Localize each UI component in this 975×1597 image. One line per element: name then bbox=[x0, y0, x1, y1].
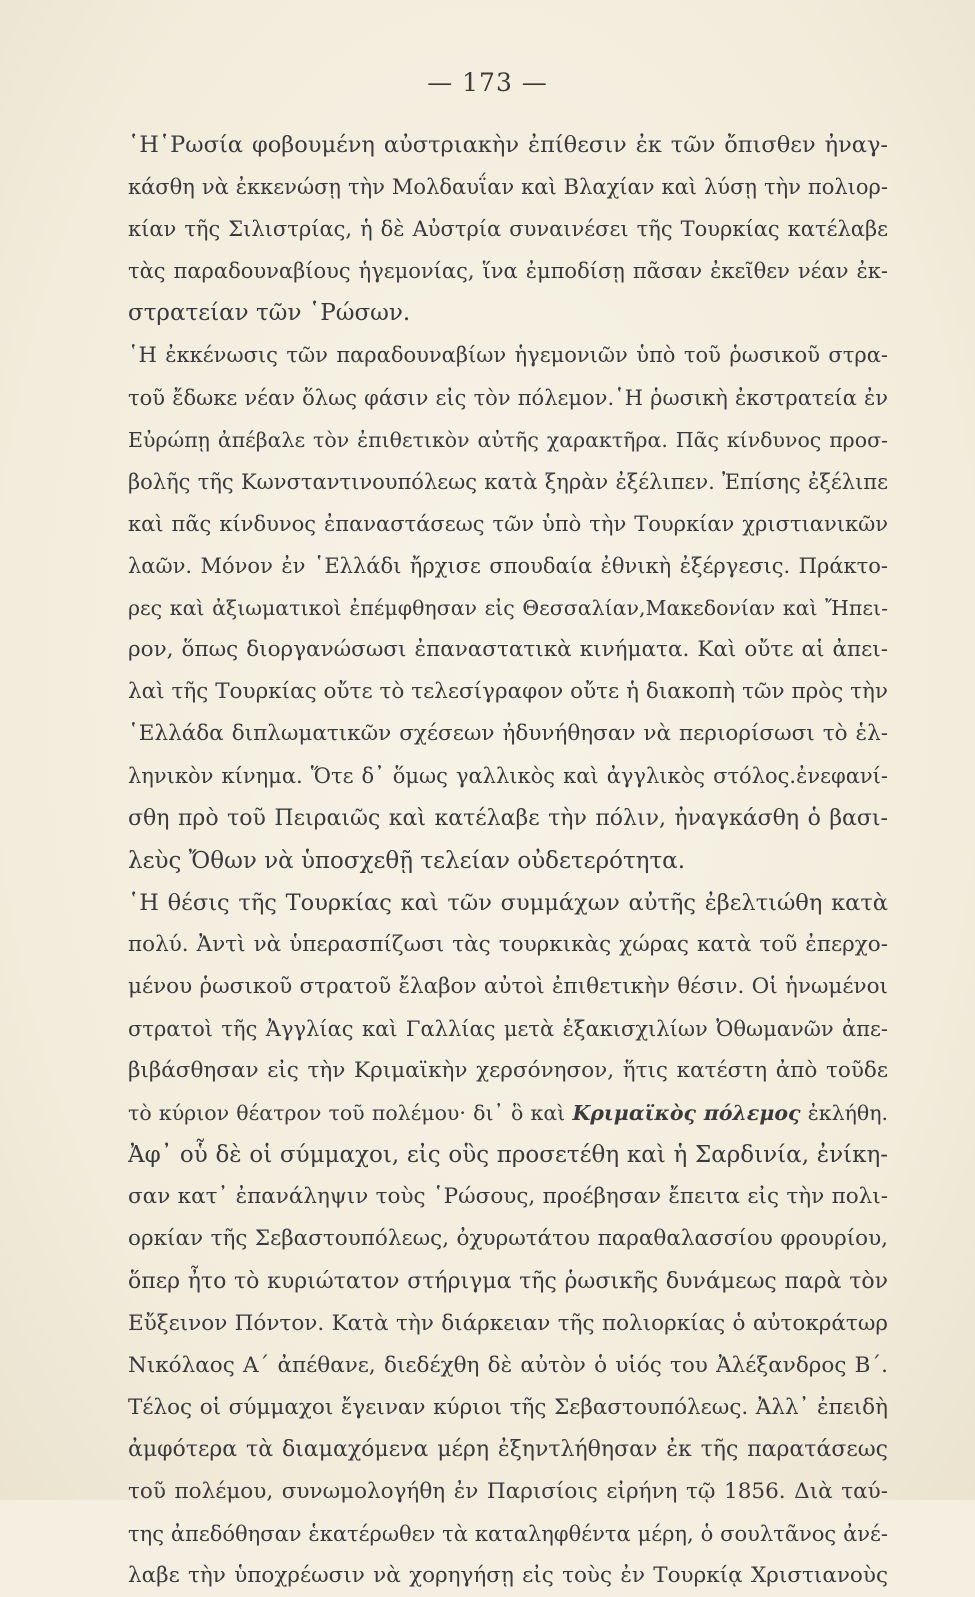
text-line: ὅπερ ἦτο τὸ κυριώτατον στήριγμα τῆς ῥωσικῆς δυνάμεως παρὰ τὸν bbox=[128, 1268, 888, 1294]
text-line: μένου ῥωσικοῦ στρατοῦ ἔλαβον αὐτοὶ ἐπιθετικὴν θέσιν. Οἱ ἡνωμένοι bbox=[128, 973, 888, 999]
text-line: ορκίαν τῆς Σεβαστουπόλεως, ὀχυρωτάτου παραθαλασσίου φρουρίου, bbox=[128, 1226, 888, 1252]
text-line: Νικόλαος Α΄ ἀπέθανε, διεδέχθη δὲ αὐτὸν ὁ υἱός του Ἀλέξανδρος Β΄. bbox=[128, 1352, 888, 1378]
text-line: στρατείαν τῶν ῾Ρώσων. bbox=[128, 300, 411, 327]
text-line: Εὔξεινον Πόντον. Κατὰ τὴν διάρκειαν τῆς πολιορκίας ὁ αὐτοκράτωρ bbox=[128, 1310, 888, 1336]
text-line: τοῦ ἔδωκε νέαν ὅλως φάσιν εἰς τὸν πόλεμον.῾Η ῥωσικὴ ἐκστρατεία ἐν bbox=[128, 385, 888, 410]
text-line: λαβε τὴν ὑποχρέωσιν νὰ χορηγήσῃ εἰς τοὺς ἐν Τουρκίᾳ Χριστιανοὺς bbox=[128, 1563, 888, 1589]
text-line: πολύ. Ἀντὶ νὰ ὑπερασπίζωσι τὰς τουρκικὰς χώρας κατὰ τοῦ ἐπερχο- bbox=[128, 931, 888, 957]
text-line: Ἀφ᾽ οὗ δὲ οἱ σύμμαχοι, εἰς οὓς προσετέθη καὶ ἡ Σαρδινία, ἐνίκη- bbox=[128, 1142, 888, 1169]
text-line-with-emphasis bbox=[128, 1092, 888, 1134]
text-line: ρες καὶ ἀξιωματικοὶ ἐπέμφθησαν εἰς Θεσσαλίαν,Μακεδονίαν καὶ Ἤπει- bbox=[128, 596, 888, 621]
text-line: κάσθη νὰ ἐκκενώσῃ τὴν Μολδαυΐαν καὶ Βλαχίαν καὶ λύσῃ τὴν πολιορ- bbox=[128, 175, 888, 200]
text-line: ῾Η θέσις τῆς Τουρκίας καὶ τῶν συμμάχων αὐτῆς ἐβελτιώθη κατὰ bbox=[128, 889, 888, 916]
text-line: σαν κατ᾽ ἐπανάληψιν τοὺς ῾Ρώσους, προέβησαν ἔπειτα εἰς τὴν πολι- bbox=[128, 1184, 888, 1210]
page-number: — 173 — bbox=[427, 68, 548, 97]
text-line: σθη πρὸ τοῦ Πειραιῶς καὶ κατέλαβε τὴν πόλιν, ἠναγκάσθη ὁ βασι- bbox=[128, 805, 888, 831]
text-line: λαὶ τῆς Τουρκίας οὔτε τὸ τελεσίγραφον οὔτε ἡ διακοπὴ τῶν πρὸς τὴν bbox=[128, 679, 888, 705]
text-line: τοῦ πολέμου, συνωμολογήθη ἐν Παρισίοις εἰρήνη τῷ 1856. Διὰ ταύ- bbox=[128, 1479, 888, 1504]
text-span: ἐκλήθη. bbox=[807, 1101, 888, 1126]
text-line: βολῆς τῆς Κωνσταντινουπόλεως κατὰ ξηρὰν ἐξέλιπεν. Ἐπίσης ἐξέλιπε bbox=[128, 469, 888, 494]
text-line: ῾Η῾Ρωσία φοβουμένη αὐστριακὴν ἐπίθεσιν ἐκ τῶν ὄπισθεν ἠναγ- bbox=[128, 132, 888, 158]
text-line: λαῶν. Μόνον ἐν ῾Ελλάδι ἤρχισε σπουδαία ἐθνικὴ ἐξέργεσις. Πράκτο- bbox=[128, 553, 888, 578]
text-line: βιβάσθησαν εἰς τὴν Κριμαϊκὴν χερσόνησον, ἥτις κατέστη ἀπὸ τοῦδε bbox=[128, 1058, 888, 1084]
text-line: της ἀπεδόθησαν ἑκατέρωθεν τὰ καταληφθέντα μέρη, ὁ σουλτᾶνος ἀνέ- bbox=[128, 1522, 888, 1547]
text-line: καὶ πᾶς κίνδυνος ἐπαναστάσεως τῶν ὑπὸ τὴν Τουρκίαν χριστιανικῶν bbox=[128, 511, 888, 536]
text-line: ρον, ὅπως διοργανώσωσι ἐπαναστατικὰ κινήματα. Καὶ οὔτε αἱ ἀπει- bbox=[128, 637, 888, 663]
text-line: τὰς παραδουναβίους ἡγεμονίας, ἵνα ἐμποδίσῃ πᾶσαν ἐκεῖθεν νέαν ἐκ- bbox=[128, 259, 888, 284]
text-line: ῾Η ἐκκένωσις τῶν παραδουναβίων ἡγεμονιῶν ὑπὸ τοῦ ῥωσικοῦ στρα- bbox=[128, 343, 888, 368]
text-line: ληνικὸν κίνημα. Ὅτε δ᾽ ὅμως γαλλικὸς καὶ ἀγγλικὸς στόλος.ἐνεφανί- bbox=[128, 764, 888, 789]
body-text bbox=[128, 124, 888, 1597]
text-line: Τέλος οἱ σύμμαχοι ἔγειναν κύριοι τῆς Σεβαστουπόλεως. Ἀλλ᾽ ἐπειδὴ bbox=[128, 1394, 888, 1420]
text-line: κίαν τῆς Σιλιστρίας, ἡ δὲ Αὐστρία συναινέσει τῆς Τουρκίας κατέλαβε bbox=[128, 217, 888, 242]
text-line: στρατοὶ τῆς Ἀγγλίας καὶ Γαλλίας μετὰ ἑξακισχιλίων Ὀθωμανῶν ἀπε- bbox=[128, 1016, 888, 1041]
text-span: τὸ κύριον θέατρον τοῦ πολέμου· δι᾽ ὃ καὶ bbox=[128, 1101, 566, 1126]
text-line: Εὐρώπῃ ἀπέβαλε τὸν ἐπιθετικὸν αὐτῆς χαρακτῆρα. Πᾶς κίνδυνος προσ- bbox=[128, 427, 888, 452]
emphasis-text: Κριμαϊκὸς πόλεμος bbox=[572, 1101, 801, 1126]
text-line: λεὺς Ὄθων νὰ ὑποσχεθῇ τελείαν οὐδετερότητα. bbox=[128, 847, 686, 874]
text-line: ἀμφότερα τὰ διαμαχόμενα μέρη ἐξηντλήθησαν ἐκ τῆς παρατάσεως bbox=[128, 1436, 888, 1462]
text-line: ῾Ελλάδα διπλωματικῶν σχέσεων ἠδυνήθησαν νὰ περιορίσωσι τὸ ἑλ- bbox=[128, 721, 888, 747]
